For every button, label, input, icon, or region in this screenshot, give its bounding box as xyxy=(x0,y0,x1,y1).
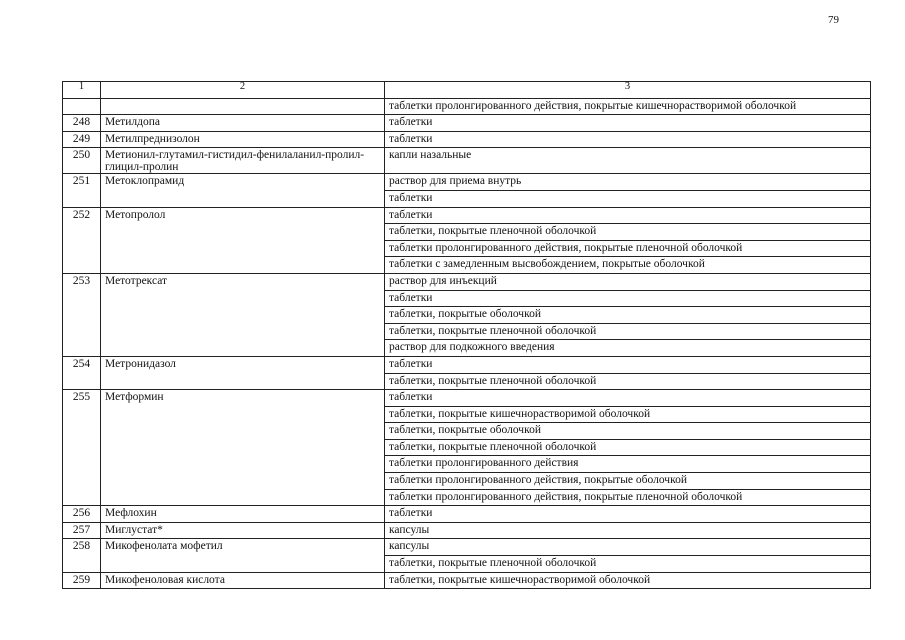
dosage-form: таблетки, покрытые пленочной оболочкой xyxy=(385,373,871,390)
drug-number: 255 xyxy=(63,390,101,506)
dosage-form: таблетки xyxy=(385,115,871,132)
drug-name: Метотрексат xyxy=(101,273,385,356)
dosage-form: таблетки, покрытые кишечнорастворимой оболочкой xyxy=(385,406,871,423)
table-row xyxy=(63,131,871,148)
column-header: 2 xyxy=(101,82,385,99)
drug-name: Микофенолата мофетил xyxy=(101,539,385,572)
drug-name xyxy=(101,98,385,115)
dosage-form: таблетки, покрытые пленочной оболочкой xyxy=(385,224,871,241)
dosage-form: таблетки, покрытые пленочной оболочкой xyxy=(385,556,871,573)
dosage-form: таблетки, покрытые оболочкой xyxy=(385,307,871,324)
drug-name: Миглустат* xyxy=(101,522,385,539)
drug-number: 258 xyxy=(63,539,101,572)
table-row xyxy=(63,148,871,174)
dosage-form: таблетки с замедленным высвобождением, покрытые оболочкой xyxy=(385,257,871,274)
dosage-form: таблетки xyxy=(385,506,871,523)
table-row xyxy=(63,506,871,523)
drug-number: 249 xyxy=(63,131,101,148)
dosage-form: таблетки, покрытые пленочной оболочкой xyxy=(385,323,871,340)
dosage-form: таблетки, покрытые оболочкой xyxy=(385,423,871,440)
drug-number: 256 xyxy=(63,506,101,523)
table-row xyxy=(63,174,871,191)
dosage-form: таблетки, покрытые пленочной оболочкой xyxy=(385,439,871,456)
dosage-form: капсулы xyxy=(385,522,871,539)
dosage-form: таблетки xyxy=(385,290,871,307)
drug-number: 259 xyxy=(63,572,101,589)
dosage-form: таблетки пролонгированного действия, покрытые пленочной оболочкой xyxy=(385,489,871,506)
drug-number: 253 xyxy=(63,273,101,356)
dosage-form: таблетки пролонгированного действия, покрытые оболочкой xyxy=(385,473,871,490)
drug-name: Метформин xyxy=(101,390,385,506)
drug-number: 254 xyxy=(63,356,101,389)
table-row xyxy=(63,539,871,556)
drug-name: Метионил-глутамил-гистидил-фенилаланил-пролил-глицил-пролин xyxy=(101,148,385,174)
drug-table xyxy=(62,81,871,589)
table-row xyxy=(63,115,871,132)
drug-name: Метронидазол xyxy=(101,356,385,389)
drug-number: 257 xyxy=(63,522,101,539)
drug-number: 252 xyxy=(63,207,101,273)
table-row xyxy=(63,572,871,589)
dosage-form: таблетки xyxy=(385,190,871,207)
table-row xyxy=(63,522,871,539)
dosage-form: таблетки пролонгированного действия, покрытые кишечнорастворимой оболочкой xyxy=(385,98,871,115)
table-row xyxy=(63,273,871,290)
dosage-form: раствор для подкожного введения xyxy=(385,340,871,357)
drug-name: Метопролол xyxy=(101,207,385,273)
dosage-form: раствор для приема внутрь xyxy=(385,174,871,191)
dosage-form: таблетки пролонгированного действия, покрытые пленочной оболочкой xyxy=(385,240,871,257)
drug-number: 250 xyxy=(63,148,101,174)
table-row xyxy=(63,390,871,407)
column-header: 1 xyxy=(63,82,101,99)
dosage-form: таблетки xyxy=(385,207,871,224)
dosage-form: таблетки, покрытые кишечнорастворимой оболочкой xyxy=(385,572,871,589)
table-row xyxy=(63,356,871,373)
dosage-form: таблетки xyxy=(385,390,871,407)
dosage-form: капсулы xyxy=(385,539,871,556)
drug-number xyxy=(63,98,101,115)
dosage-form: таблетки xyxy=(385,131,871,148)
table-row xyxy=(63,98,871,115)
drug-name: Микофеноловая кислота xyxy=(101,572,385,589)
table-row xyxy=(63,207,871,224)
drug-name: Мефлохин xyxy=(101,506,385,523)
drug-number: 248 xyxy=(63,115,101,132)
drug-name: Метилдопа xyxy=(101,115,385,132)
dosage-form: капли назальные xyxy=(385,148,871,174)
drug-name: Метилпреднизолон xyxy=(101,131,385,148)
table-body xyxy=(63,98,871,589)
page-number: 79 xyxy=(828,14,839,26)
drug-name: Метоклопрамид xyxy=(101,174,385,207)
drug-number: 251 xyxy=(63,174,101,207)
dosage-form: таблетки пролонгированного действия xyxy=(385,456,871,473)
dosage-form: раствор для инъекций xyxy=(385,273,871,290)
header-row xyxy=(63,82,871,99)
dosage-form: таблетки xyxy=(385,356,871,373)
column-header: 3 xyxy=(385,82,871,99)
